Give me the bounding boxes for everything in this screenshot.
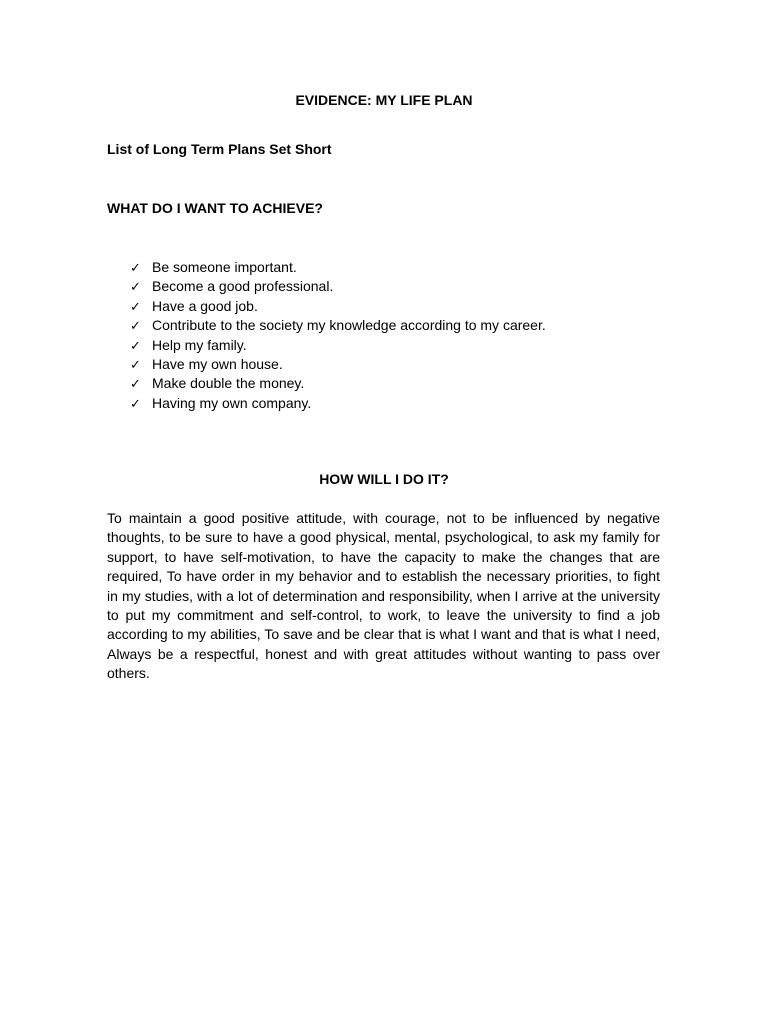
goal-text: Make double the money. <box>152 375 305 392</box>
goal-item <box>130 277 546 296</box>
goal-item <box>130 316 546 335</box>
goal-item <box>130 258 546 277</box>
goal-item <box>130 355 546 374</box>
document-title: EVIDENCE: MY LIFE PLAN <box>295 92 473 108</box>
goal-text: Contribute to the society my knowledge according to my career. <box>152 317 546 334</box>
goal-item <box>130 297 546 316</box>
goal-text: Have a good job. <box>152 297 258 314</box>
goal-text: Become a good professional. <box>152 278 334 295</box>
goal-item <box>130 374 546 393</box>
goal-list <box>130 258 546 413</box>
check-icon: ✓ <box>130 396 141 412</box>
document-subtitle: List of Long Term Plans Set Short <box>107 141 332 157</box>
how-heading: HOW WILL I DO IT? <box>319 471 449 487</box>
goal-item <box>130 336 546 355</box>
check-icon: ✓ <box>130 280 141 296</box>
check-icon: ✓ <box>130 357 141 373</box>
check-icon: ✓ <box>130 338 141 354</box>
check-icon: ✓ <box>130 299 141 315</box>
how-paragraph: To maintain a good positive attitude, with courage, not to be influenced by negative thoughts, to be sure to have a good physical, mental, psychological, to ask my family for support, to have self-motivation, to have the capacity to make the changes that are required, To have order in my behavior and to establish the necessary priorities, to fight in my studies, with a lot of determination and responsibility, when I arrive at the university to put my commitment and self-control, to work, to leave the university to find a job according to my abilities, To save and be clear that is what I want and that is what I need, Always be a respectful, honest and with great attitudes without wanting to pass over others. <box>107 510 660 682</box>
goal-text: Have my own house. <box>152 355 283 372</box>
check-icon: ✓ <box>130 261 141 276</box>
goal-text: Help my family. <box>152 336 247 353</box>
check-icon: ✓ <box>130 377 141 393</box>
goal-item <box>130 394 546 413</box>
check-icon: ✓ <box>130 319 141 335</box>
goal-text: Be someone important. <box>152 259 297 275</box>
achieve-heading: WHAT DO I WANT TO ACHIEVE? <box>107 200 323 216</box>
goal-text: Having my own company. <box>152 394 312 411</box>
